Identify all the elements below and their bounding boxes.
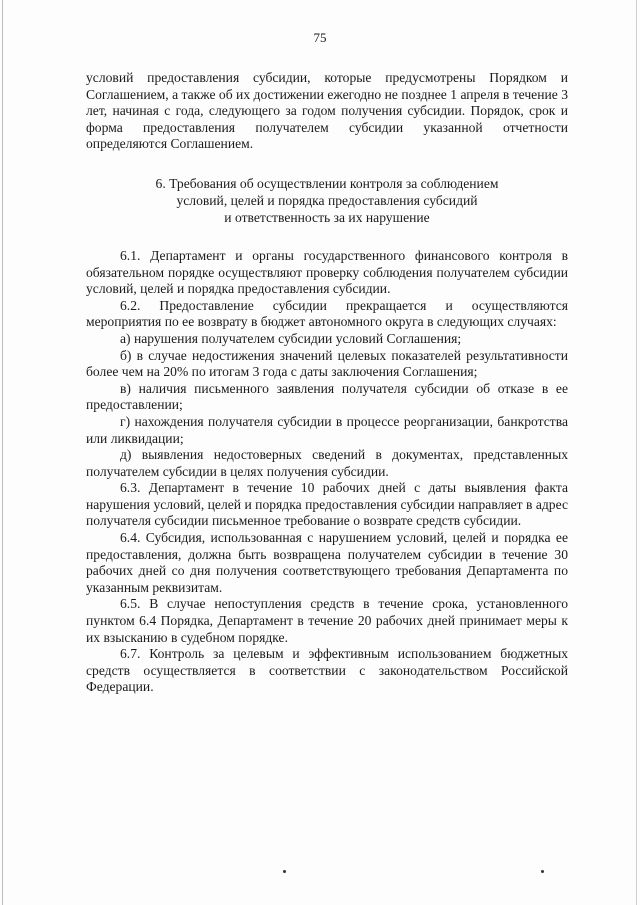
scan-edge-left (2, 0, 3, 905)
scan-edge-right (636, 0, 637, 905)
section-heading-line-2: условий, целей и порядка предоставления субсидий (176, 192, 478, 208)
section-heading (86, 175, 568, 226)
section-heading-line-1: 6. Требования об осуществлении контроля за соблюдением (155, 175, 499, 191)
paragraph-6-5: 6.5. В случае непоступления средств в течение срока, установленного пунктом 6.4 Порядка, Департамент в течение 20 рабочих дней принимает меры к их взысканию в судебном порядке. (86, 596, 568, 645)
paragraph-6-4: 6.4. Субсидия, использованная с нарушением условий, целей и порядка ее предоставления, должна быть возвращена получателем субсидии в течение 30 рабочих дней со дня получения соответствующего требования Департамента по указанным реквизитам. (86, 530, 568, 595)
document-body (86, 70, 568, 696)
list-item-d: д) выявления недостоверных сведений в документах, представленных получателем субсидии в целях получения субсидии. (86, 447, 568, 479)
page-number: 75 (313, 30, 327, 45)
list-item-g: г) нахождения получателя субсидии в процессе реорганизации, банкротства или ликвидации; (86, 413, 568, 446)
list-item-a: а) нарушения получателем субсидии условий Соглашения; (120, 330, 462, 346)
paragraph-6-3: 6.3. Департамент в течение 10 рабочих дней с даты выявления факта нарушения условий, целей и порядка предоставления субсидии направляет в адрес получателя субсидии письменное требование о возврате средств субсидии. (86, 480, 568, 529)
section-heading-line-3: и ответственность за их нарушение (224, 209, 430, 225)
paragraph-6-7: 6.7. Контроль за целевым и эффективным использованием бюджетных средств осуществляется в соответствии с законодательством Российской Федерации. (86, 646, 568, 695)
paragraph-6-1: 6.1. Департамент и органы государственного финансового контроля в обязательном порядке осуществляют проверку соблюдения получателем субсидии условий, целей и порядка предоставления субсидии. (86, 247, 568, 297)
paragraph-6-2: 6.2. Предоставление субсидии прекращается и осуществляются мероприятия по ее возврату в бюджет автономного округа в следующих случаях: (86, 297, 568, 330)
list-item-b: б) в случае недостижения значений целевых показателей результативности более чем на 20% по итогам 3 года с даты заключения Соглашения; (86, 347, 568, 380)
paragraph-continuation: условий предоставления субсидии, которые предусмотрены Порядком и Соглашением, а также об их достижении ежегодно не позднее 1 апреля в течение 3 лет, начиная с года, следующего за годом получения субсидии. Порядок, срок и форма предоставления получателем субсидии указанной отчетности определяются Соглашением. (86, 70, 568, 152)
list-item-v: в) наличия письменного заявления получателя субсидии об отказе в ее предоставлении; (86, 380, 568, 413)
scan-speck (283, 870, 286, 873)
scan-speck (541, 870, 544, 873)
